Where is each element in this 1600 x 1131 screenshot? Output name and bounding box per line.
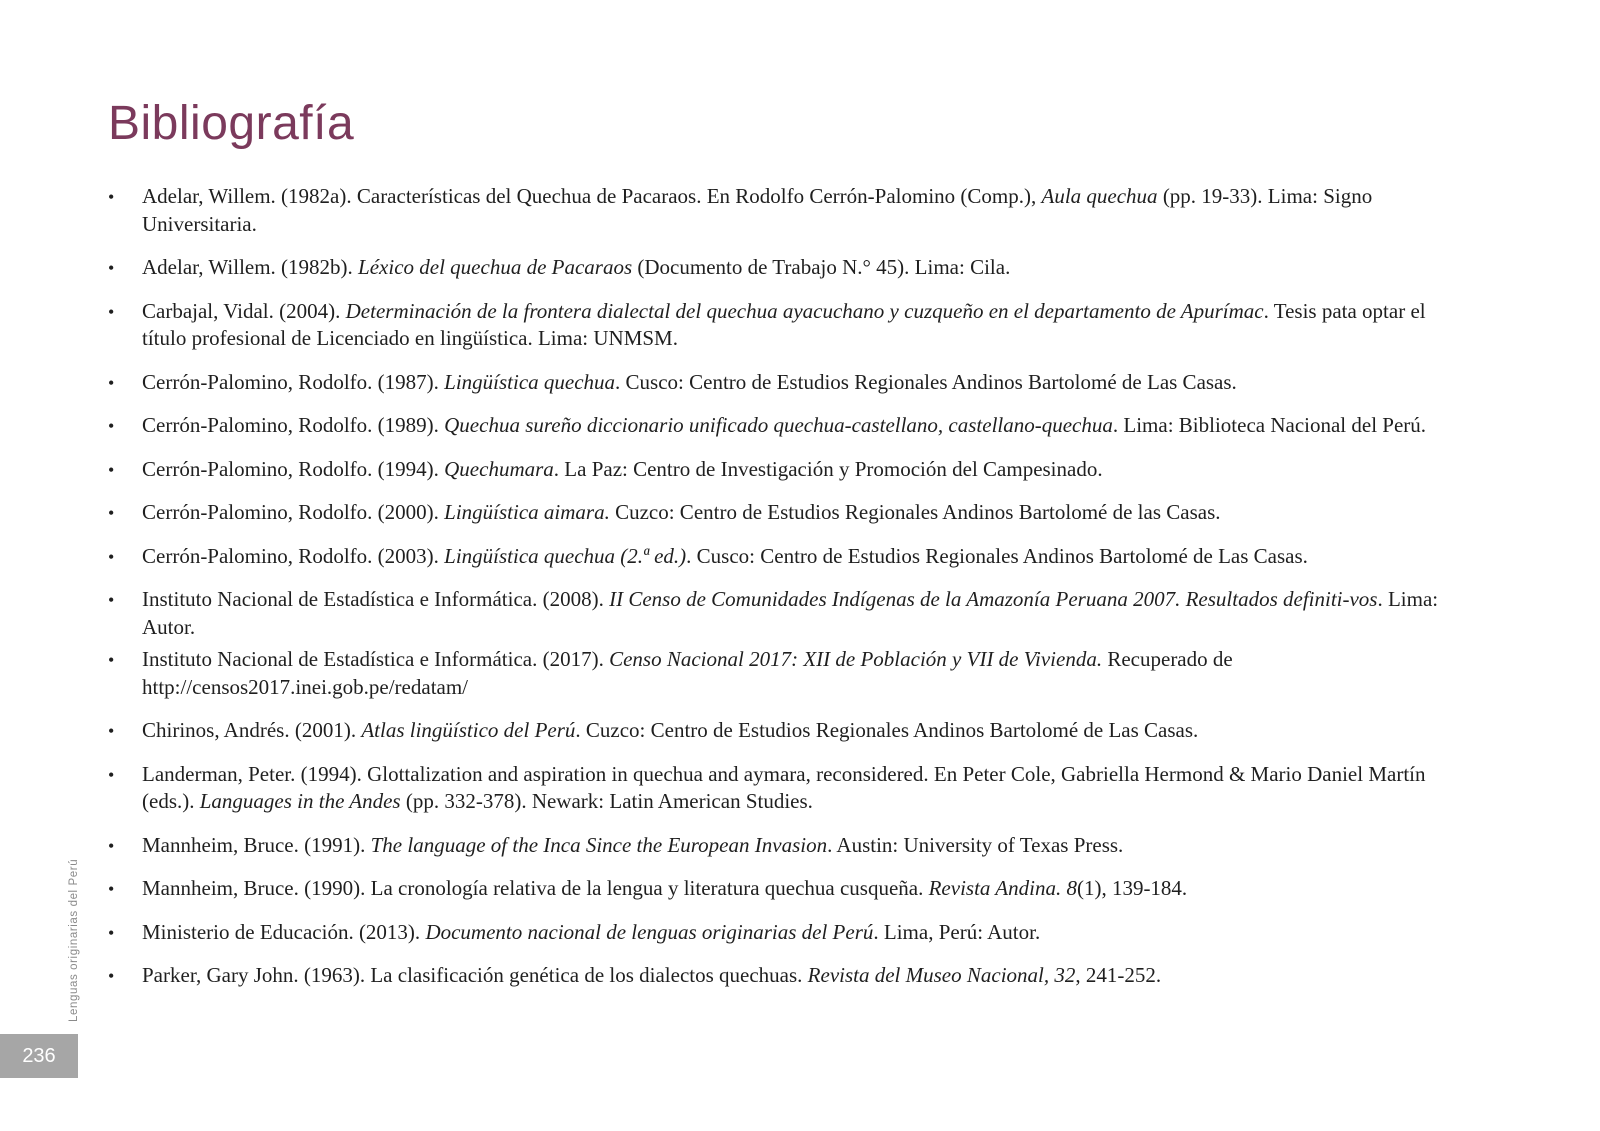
reference-title: Languages in the Andes — [199, 789, 401, 813]
reference-text: (Documento de Trabajo N.° 45). Lima: Cila. — [632, 255, 1011, 279]
reference-item — [108, 456, 1458, 484]
reference-text: . Cusco: Centro de Estudios Regionales Andinos Bartolomé de Las Casas. — [686, 543, 1308, 568]
reference-text: (pp. 332-378). Newark: Latin American Studies. — [400, 789, 813, 813]
reference-title: Léxico del quechua de Pacaraos — [358, 255, 633, 279]
reference-text: Chirinos, Andrés. (2001). — [142, 718, 362, 742]
reference-item — [108, 183, 1458, 238]
reference-item — [108, 369, 1458, 397]
reference-title: Quechua sureño diccionario unificado quechua-castellano, castellano-quechua — [444, 413, 1113, 437]
reference-item — [108, 761, 1458, 816]
reference-item — [108, 254, 1458, 282]
reference-text: Carbajal, Vidal. (2004). — [142, 298, 346, 323]
reference-text: Cerrón-Palomino, Rodolfo. (1989). — [142, 413, 445, 437]
reference-title: Determinación de la frontera dialectal del quechua ayacuchano y cuzqueño en el departamento de Apurímac — [345, 298, 1264, 323]
reference-item — [108, 646, 1458, 701]
reference-text: Ministerio de Educación. (2013). — [142, 919, 426, 944]
reference-text: Cerrón-Palomino, Rodolfo. (2000). — [142, 500, 445, 524]
reference-text: . Lima: Biblioteca Nacional del Perú. — [1112, 413, 1427, 437]
reference-item — [108, 717, 1458, 745]
reference-item — [108, 543, 1458, 571]
page-title: Bibliografía — [108, 97, 355, 150]
reference-text: Adelar, Willem. (1982b). — [142, 255, 359, 279]
reference-item — [108, 919, 1458, 947]
reference-item — [108, 499, 1458, 527]
side-running-title: Lenguas originarias del Perú — [68, 858, 80, 1022]
reference-text: . Lima: Autor. — [142, 587, 1439, 639]
reference-text: Instituto Nacional de Estadística e Informática. (2008). — [142, 587, 610, 611]
reference-item — [108, 832, 1458, 860]
reference-text: . Cusco: Centro de Estudios Regionales Andinos Bartolomé de Las Casas. — [615, 369, 1237, 394]
reference-text: Cerrón-Palomino, Rodolfo. (2003). — [142, 543, 445, 568]
reference-text: . Lima, Perú: Autor. — [873, 919, 1041, 944]
reference-text: Instituto Nacional de Estadística e Informática. (2017). — [142, 647, 610, 671]
reference-text: (pp. 19-33). Lima: Signo Universitaria. — [142, 184, 1373, 236]
reference-text: . Cuzco: Centro de Estudios Regionales Andinos Bartolomé de Las Casas. — [575, 718, 1199, 742]
reference-title: Atlas lingüístico del Perú — [361, 718, 576, 742]
reference-item — [108, 962, 1458, 990]
reference-item — [108, 412, 1458, 440]
reference-text: . Austin: University of Texas Press. — [827, 832, 1124, 857]
reference-title: The language of the Inca Since the European Invasion — [370, 832, 828, 857]
reference-title: Lingüística quechua — [444, 369, 616, 394]
bibliography-list — [108, 183, 1458, 1006]
reference-title: Revista Andina. 8 — [928, 876, 1077, 900]
reference-item — [108, 298, 1458, 353]
reference-text: Landerman, Peter. (1994). Glottalization and aspiration in quechua and aymara, reconsidered. En Peter Cole, Gabriella Hermond & Mario Daniel Martín (eds.). — [142, 761, 1426, 813]
reference-title: Lingüística aimara. — [444, 500, 610, 524]
page-number: 236 — [0, 1034, 78, 1078]
reference-text: (1), 139-184. — [1076, 876, 1188, 900]
reference-title: Lingüística quechua (2.ª ed.) — [444, 543, 687, 568]
reference-title: Quechumara — [444, 456, 554, 481]
reference-text: . Tesis pata optar el título profesional de Licenciado en lingüística. Lima: UNMSM. — [142, 298, 1426, 350]
reference-title: Revista del Museo Nacional, 32 — [807, 963, 1076, 987]
reference-item — [108, 586, 1458, 641]
reference-text: Cerrón-Palomino, Rodolfo. (1994). — [142, 456, 445, 481]
reference-text: Cuzco: Centro de Estudios Regionales Andinos Bartolomé de las Casas. — [609, 500, 1221, 524]
reference-title: Censo Nacional 2017: XII de Población y VII de Vivienda. — [609, 647, 1103, 671]
reference-text: , 241-252. — [1075, 963, 1162, 987]
reference-text: Recuperado de http://censos2017.inei.gob.pe/redatam/ — [142, 647, 1233, 699]
reference-text: . La Paz: Centro de Investigación y Promoción del Campesinado. — [553, 456, 1103, 481]
reference-title: II Censo de Comunidades Indígenas de la Amazonía Peruana 2007. Resultados definiti-vos — [609, 587, 1378, 611]
reference-item — [108, 875, 1458, 903]
reference-title: Aula quechua — [1041, 184, 1158, 208]
reference-text: Parker, Gary John. (1963). La clasificación genética de los dialectos quechuas. — [142, 963, 808, 987]
reference-text: Mannheim, Bruce. (1990). La cronología relativa de la lengua y literatura quechua cusqueña. — [142, 876, 929, 900]
reference-text: Adelar, Willem. (1982a). Características del Quechua de Pacaraos. En Rodolfo Cerrón-Palomino (Comp.), — [142, 184, 1042, 208]
reference-title: Documento nacional de lenguas originarias del Perú — [425, 919, 874, 944]
reference-text: Cerrón-Palomino, Rodolfo. (1987). — [142, 369, 445, 394]
reference-text: Mannheim, Bruce. (1991). — [142, 832, 371, 857]
